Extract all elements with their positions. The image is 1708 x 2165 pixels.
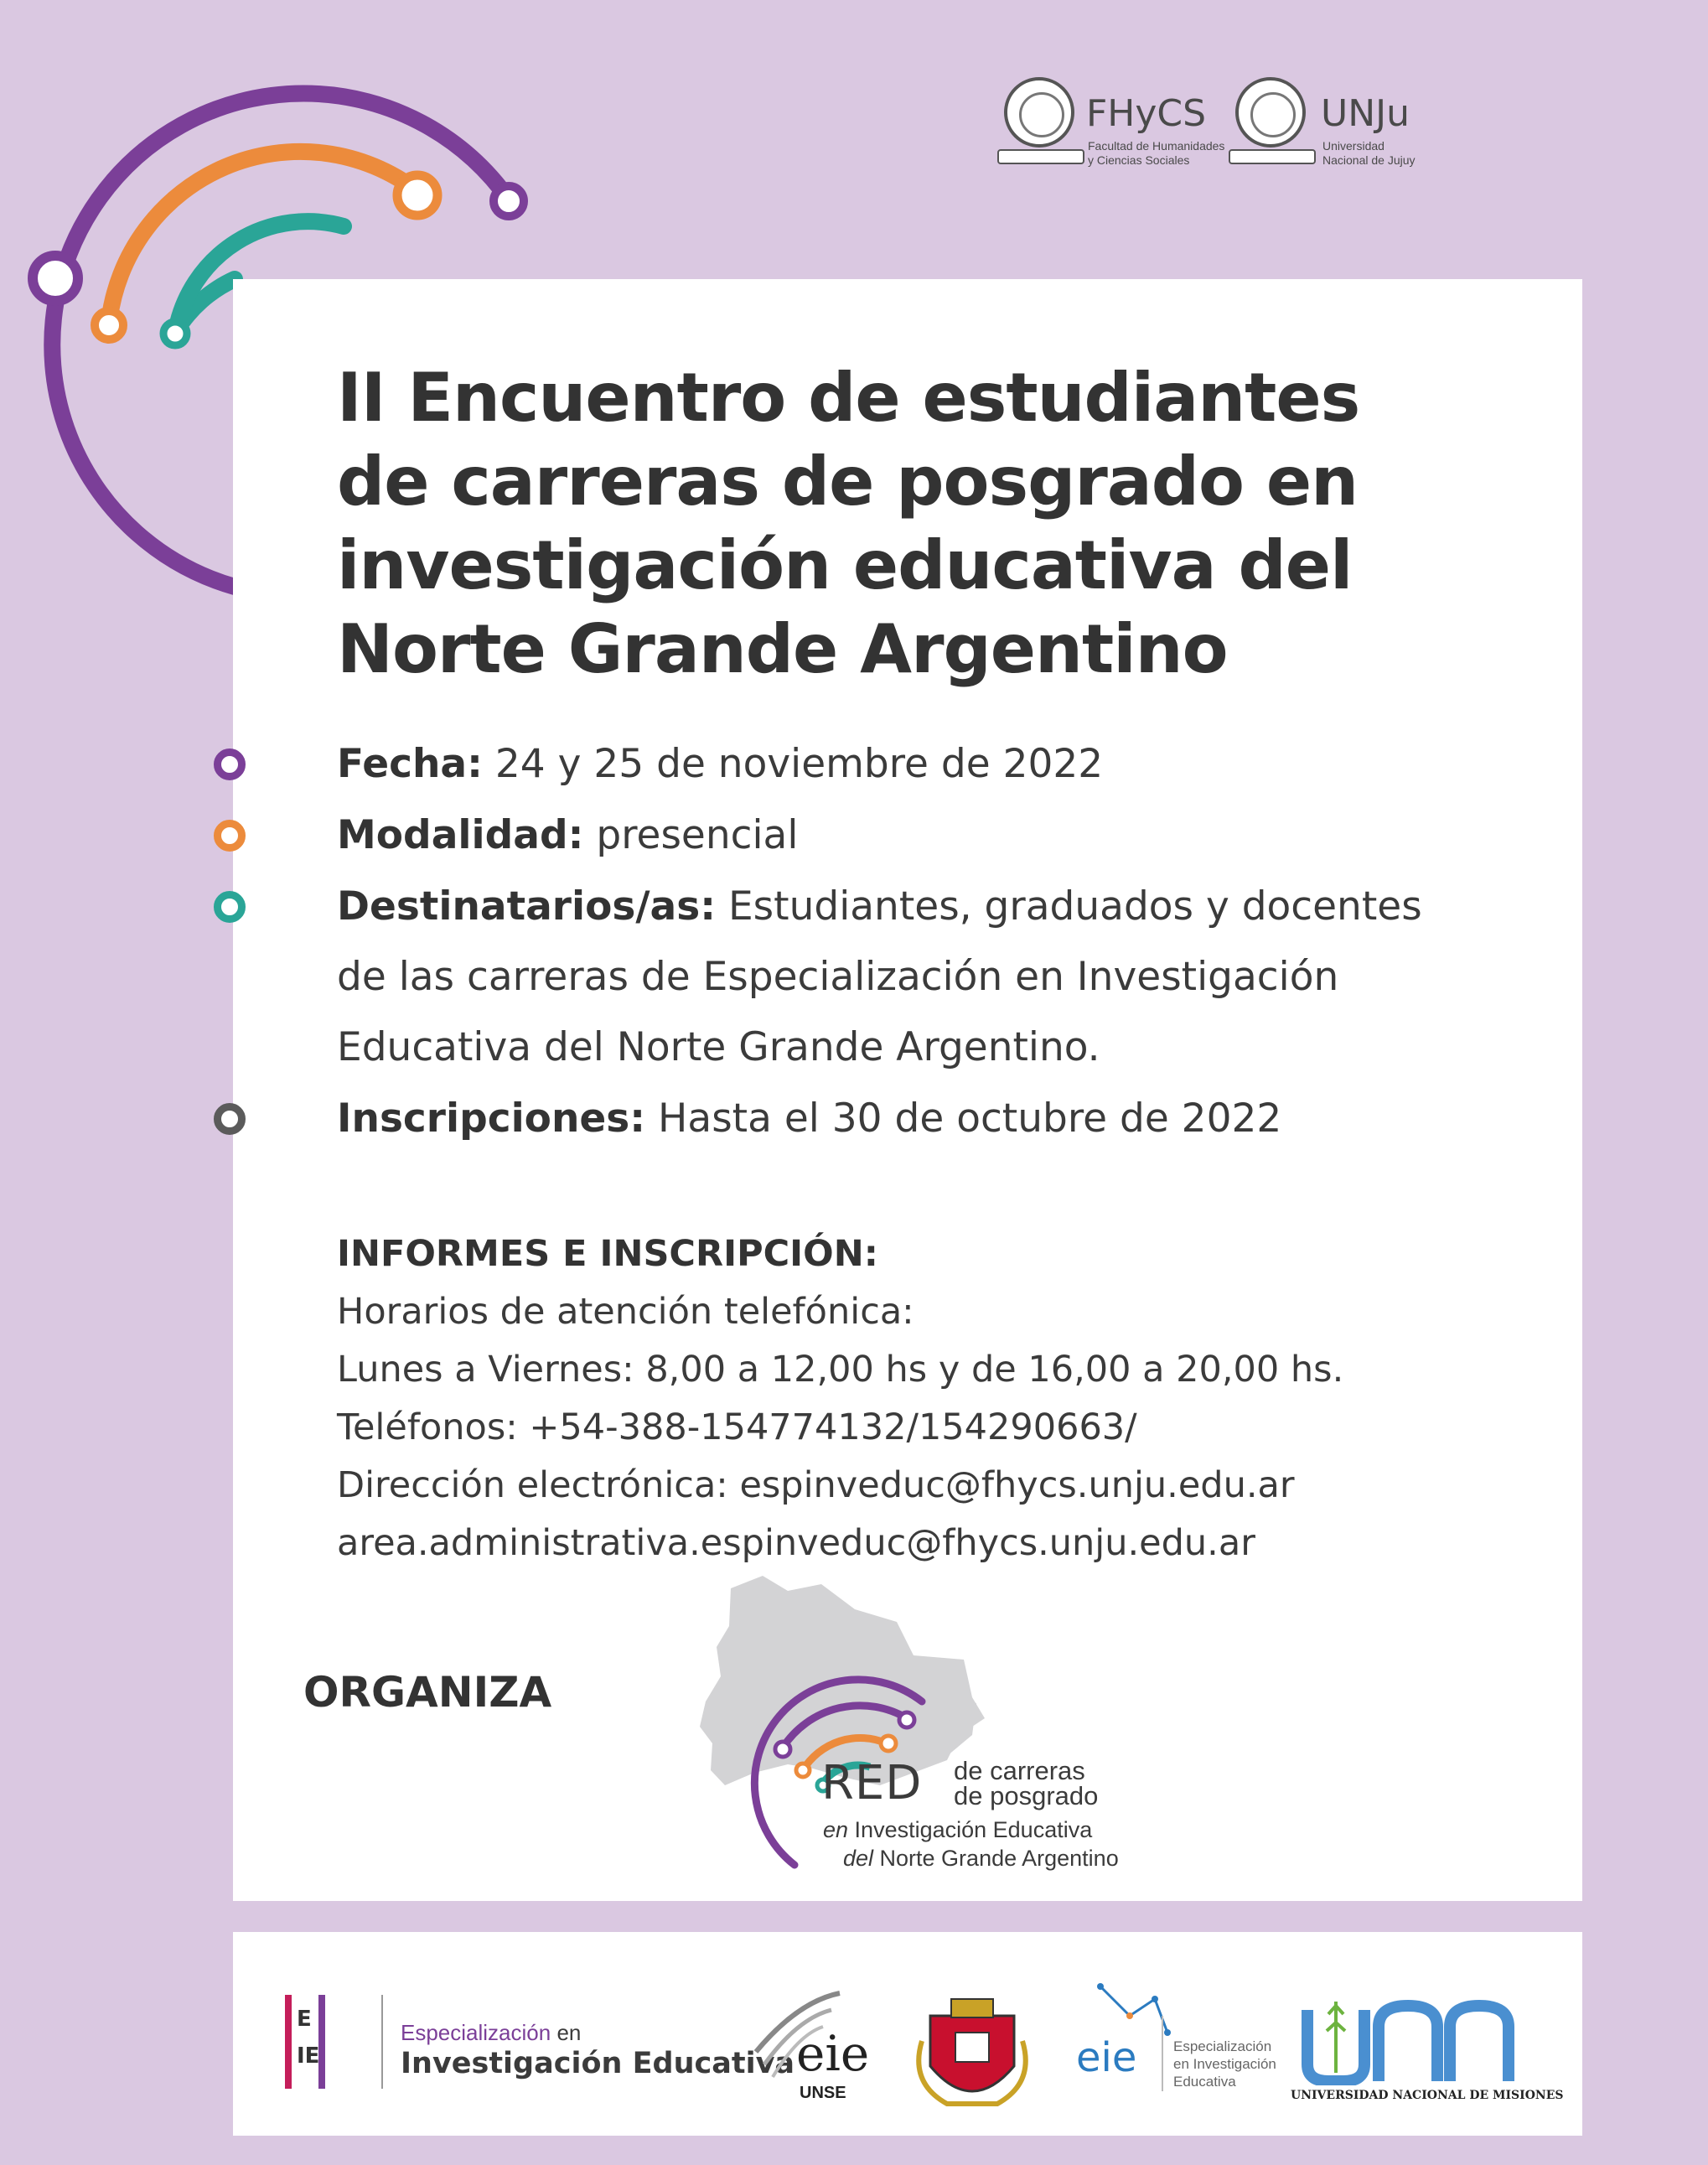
fecha-label: Fecha: — [337, 741, 483, 787]
modalidad-row — [337, 800, 1544, 871]
contact-hours: Lunes a Viernes: 8,00 a 12,00 hs y de 16,00 a 20,00 hs. — [337, 1349, 1344, 1391]
unju-subtitle-line-2: Nacional de Jujuy — [1322, 153, 1416, 167]
unse-eie-mark: eie — [796, 2025, 870, 2082]
destinatarios-bullet-icon — [214, 891, 246, 923]
destinatarios-line-2: de las carreras de Especialización en Investigación — [337, 954, 1339, 1000]
eie-secondary-mark: eie — [1076, 2034, 1137, 2081]
fhycs-subtitle-line-2: y Ciencias Sociales — [1088, 153, 1190, 167]
fecha-row — [337, 729, 1544, 800]
red-logo-title: RED — [821, 1756, 923, 1810]
red-logo-subtitle — [954, 1758, 1098, 1809]
unju-logo-name: UNJu — [1321, 92, 1410, 135]
event-title — [337, 356, 1527, 691]
unju-seal-icon — [1235, 77, 1306, 148]
red-logo-line-2 — [843, 1846, 1119, 1872]
fecha-value: 24 y 25 de noviembre de 2022 — [482, 741, 1104, 787]
eie-network-icon — [1096, 1982, 1172, 2041]
red-logo-subtitle-line-2: de posgrado — [954, 1781, 1099, 1810]
eie-logo-letters-ie: IE — [297, 2043, 320, 2069]
red-logo-subtitle-line-1: de carreras — [954, 1756, 1085, 1785]
unju-logo-subtitle — [1322, 139, 1416, 168]
red-logo-line-1-em: en — [823, 1817, 849, 1842]
modalidad-value: presencial — [596, 812, 799, 858]
inscripciones-bullet-icon — [214, 1103, 246, 1135]
destinatarios-line-3: Educativa del Norte Grande Argentino. — [337, 1024, 1100, 1070]
modalidad-label: Modalidad: — [337, 812, 584, 858]
red-logo — [696, 1576, 1148, 1878]
contact-email-1[interactable]: Dirección electrónica: espinveduc@fhycs.unju.edu.ar — [337, 1464, 1295, 1506]
eie-logo-subtitle: Investigación Educativa — [401, 2047, 795, 2080]
contact-phones: Teléfonos: +54-388-154774132/154290663/ — [337, 1406, 1137, 1448]
inscripciones-row — [337, 1084, 1544, 1154]
eie-logo-letter-e: E — [297, 2007, 312, 2032]
eie-secondary-logo — [1071, 1982, 1306, 2100]
fhycs-logo-name: FHyCS — [1086, 92, 1207, 135]
eie-secondary-divider — [1162, 2016, 1163, 2091]
unam-logo-icon — [1295, 1993, 1521, 2085]
university-crest-icon — [905, 1991, 1039, 2116]
eie-divider — [381, 1995, 383, 2089]
red-logo-line-1 — [823, 1817, 1092, 1843]
eie-logo-title-rest: en — [551, 2020, 582, 2045]
fhycs-logo-subtitle — [1088, 139, 1224, 168]
inscripciones-label: Inscripciones: — [337, 1095, 646, 1142]
contact-email-2[interactable]: area.administrativa.espinveduc@fhycs.unju.edu.ar — [337, 1522, 1255, 1564]
eie-secondary-text — [1173, 2038, 1276, 2090]
title-line-2: de carreras de posgrado en — [337, 443, 1359, 521]
destinatarios-value: Estudiantes, graduados y docentes — [727, 883, 1422, 930]
fhycs-seal-ribbon — [997, 149, 1084, 164]
contact-block — [337, 1225, 1560, 1572]
organiza-label: ORGANIZA — [303, 1668, 552, 1717]
red-logo-line-2-em: del — [843, 1846, 874, 1871]
unam-label: UNIVERSIDAD NACIONAL DE MISIONES — [1291, 2089, 1564, 2102]
contact-heading: INFORMES E INSCRIPCIÓN: — [337, 1233, 878, 1275]
red-logo-line-1-text: Investigación Educativa — [848, 1817, 1093, 1842]
fhycs-subtitle-line-1: Facultad de Humanidades — [1088, 139, 1225, 153]
eie-secondary-line-1: Especialización — [1173, 2038, 1272, 2054]
title-line-4: Norte Grande Argentino — [337, 610, 1228, 688]
unju-seal-ribbon — [1229, 149, 1316, 164]
fecha-bullet-icon — [214, 748, 246, 780]
title-line-1: II Encuentro de estudiantes — [337, 359, 1360, 437]
contact-hours-label: Horarios de atención telefónica: — [337, 1291, 914, 1333]
inscripciones-value: Hasta el 30 de octubre de 2022 — [658, 1095, 1282, 1142]
red-logo-line-2-text: Norte Grande Argentino — [873, 1846, 1119, 1871]
unju-subtitle-line-1: Universidad — [1322, 139, 1385, 153]
destinatarios-label: Destinatarios/as: — [337, 883, 717, 930]
eie-logo-title-colored: Especialización — [401, 2020, 551, 2045]
eie-logo-title — [401, 2020, 581, 2046]
destinatarios-row — [337, 872, 1544, 1083]
unse-eie-logo — [748, 1985, 873, 2102]
eie-logo-icon — [285, 1995, 325, 2089]
fhycs-seal-icon — [1004, 77, 1074, 148]
eie-secondary-line-3: Educativa — [1173, 2074, 1236, 2090]
modalidad-bullet-icon — [214, 820, 246, 852]
eie-secondary-line-2: en Investigación — [1173, 2056, 1276, 2072]
title-line-3: investigación educativa del — [337, 526, 1353, 604]
unse-label: UNSE — [800, 2084, 846, 2102]
